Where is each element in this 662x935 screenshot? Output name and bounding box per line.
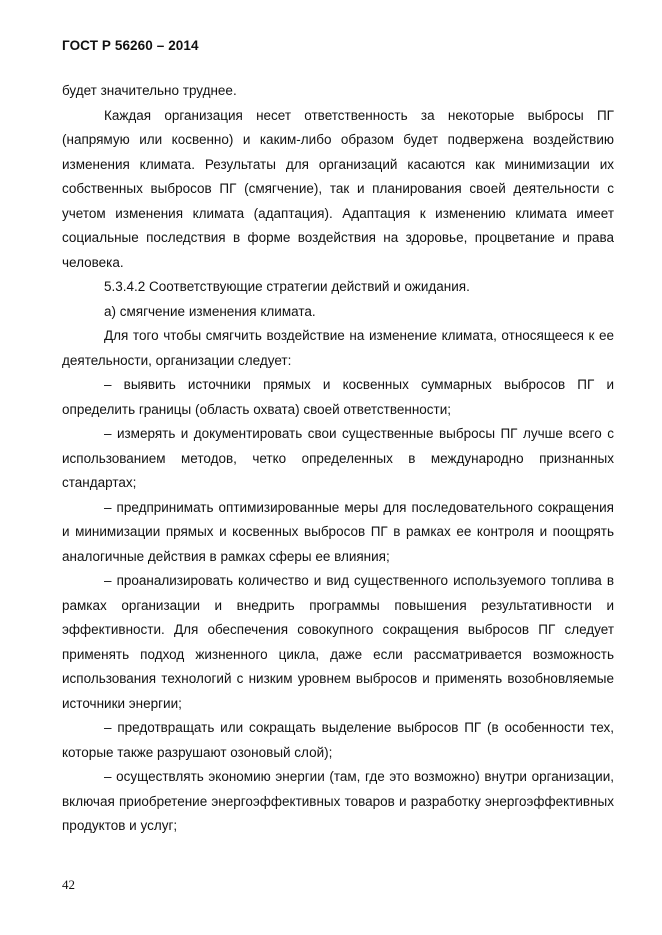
- paragraph: будет значительно труднее.: [62, 83, 237, 98]
- list-item: – выявить источники прямых и косвенных суммарных выбросов ПГ и определить границы (область охвата) своей ответственности;: [62, 377, 614, 417]
- paragraph: Каждая организация несет ответственность за некоторые выбросы ПГ (напрямую или косвенно) и каким-либо образом будет подвержена воздействию изменения климата. Результаты для организаций касаются как минимизации их собственных выбросов ПГ (смягчение), так и планирования своей деятельности с учетом изменения климата (адаптация). Адаптация к изменению климата имеет социальные последствия в форме воздействия на здоровье, процветание и права человека.: [62, 107, 614, 270]
- list-item: – проанализировать количество и вид существенного используемого топлива в рамках организации и внедрить программы повышения результативности и эффективности. Для обеспечения совокупного сокращения выбросов ПГ следует применять подход жизненного цикла, даже если рассматривается возможность использования технологий с низким уровнем выбросов и применять возобновляемые источники энергии;: [62, 573, 614, 711]
- list-item: – предотвращать или сокращать выделение выбросов ПГ (в особенности тех, которые также разрушают озоновый слой);: [62, 720, 614, 760]
- section-heading: 5.3.4.2 Соответствующие стратегии действий и ожидания.: [104, 279, 470, 294]
- page-number: 42: [62, 877, 75, 892]
- list-item-label: а) смягчение изменения климата.: [104, 303, 316, 319]
- list-item: – осуществлять экономию энергии (там, где это возможно) внутри организации, включая приобретение энергоэффективных товаров и разработку энергоэффективных продуктов и услуг;: [62, 769, 614, 833]
- list-item: – предпринимать оптимизированные меры для последовательного сокращения и минимизации прямых и косвенных выбросов ПГ в рамках ее контроля и поощрять аналогичные действия в рамках сферы ее влияния;: [62, 499, 614, 564]
- paragraph: Для того чтобы смягчить воздействие на изменение климата, относящееся к ее деятельности, организации следует:: [62, 328, 614, 368]
- body-text: [62, 79, 614, 839]
- document-header: ГОСТ Р 56260 – 2014: [62, 38, 199, 53]
- list-item: – измерять и документировать свои существенные выбросы ПГ лучше всего с использованием методов, четко определенных в международно признанных стандартах;: [62, 426, 614, 490]
